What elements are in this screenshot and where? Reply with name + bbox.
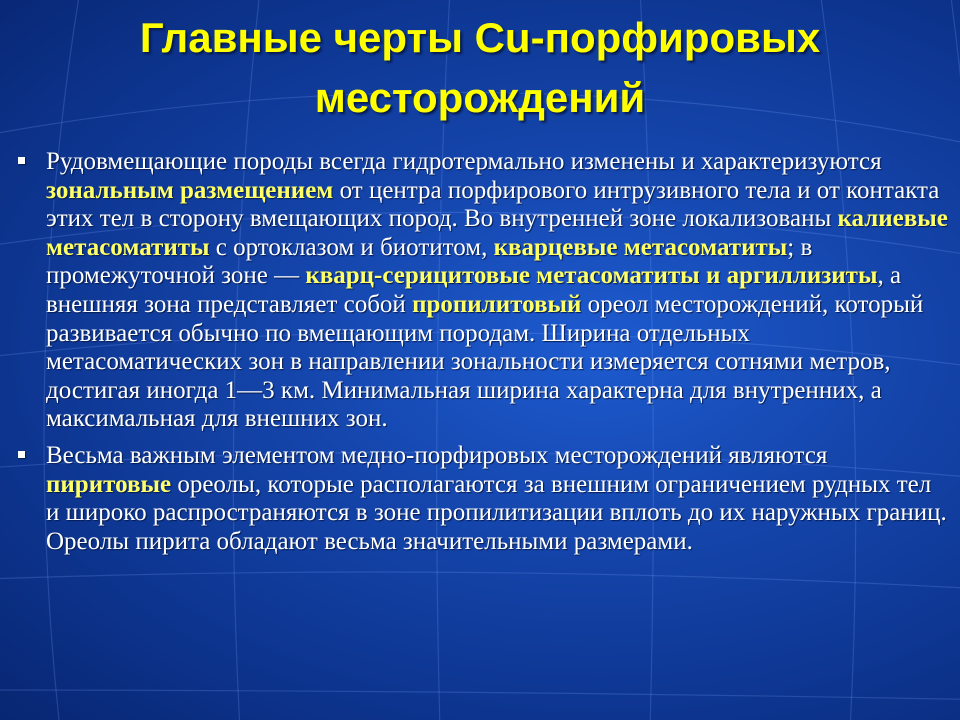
title-line-2: месторождений [314,74,646,121]
highlight-term: калиевые метасоматиты [46,205,948,261]
text-segment: ореол месторождений, который развивается обычно по вмещающим породам. Ширина отдельных метасоматических зон в направлении зональности измеряется сотнями метров, достигая иногда 1—3 км. Минимальная ширина характерна для внутренних, а максимальная для внешних зон. [46,290,924,433]
highlight-term: зональным размещением [46,176,334,204]
highlight-term: пропилитовый [412,290,582,318]
bullet-text [46,442,948,556]
highlight-term: кварц-серицитовые метасоматиты и аргиллизиты [305,262,878,290]
square-bullet-icon [18,157,25,164]
text-segment: от центра порфирового интрузивного тела и от контакта этих тел в сторону вмещающих пород. Во внутренней зоне локализованы [46,176,940,233]
highlight-term: кварцевые метасоматиты [493,233,788,261]
text-segment: Весьма важным элементом медно-порфировых месторождений являются [46,441,828,469]
highlight-term: пиритовые [46,470,172,498]
text-segment: , а внешняя зона представляет собой [46,262,902,318]
text-segment: ; в промежуточной зоне — [46,233,813,290]
square-bullet-icon [18,451,25,458]
text-segment: Рудовмещающие породы всегда гидротермально изменены и характеризуются [46,148,882,175]
page-title [0,8,960,128]
bullet-text [46,148,948,434]
bullet-list [18,148,948,564]
text-segment: ореолы, которые располагаются за внешним ограничением рудных тел и широко распространяются в зоне пропилитизации вплоть до их наружных границ. Ореолы пирита обладают весьма значительными размерами. [46,470,947,555]
title-line-1: Главные черты Cu-порфировых [139,14,821,61]
list-item [18,442,948,556]
text-segment: с ортоклазом и биотитом, [209,233,494,261]
list-item [18,148,948,434]
